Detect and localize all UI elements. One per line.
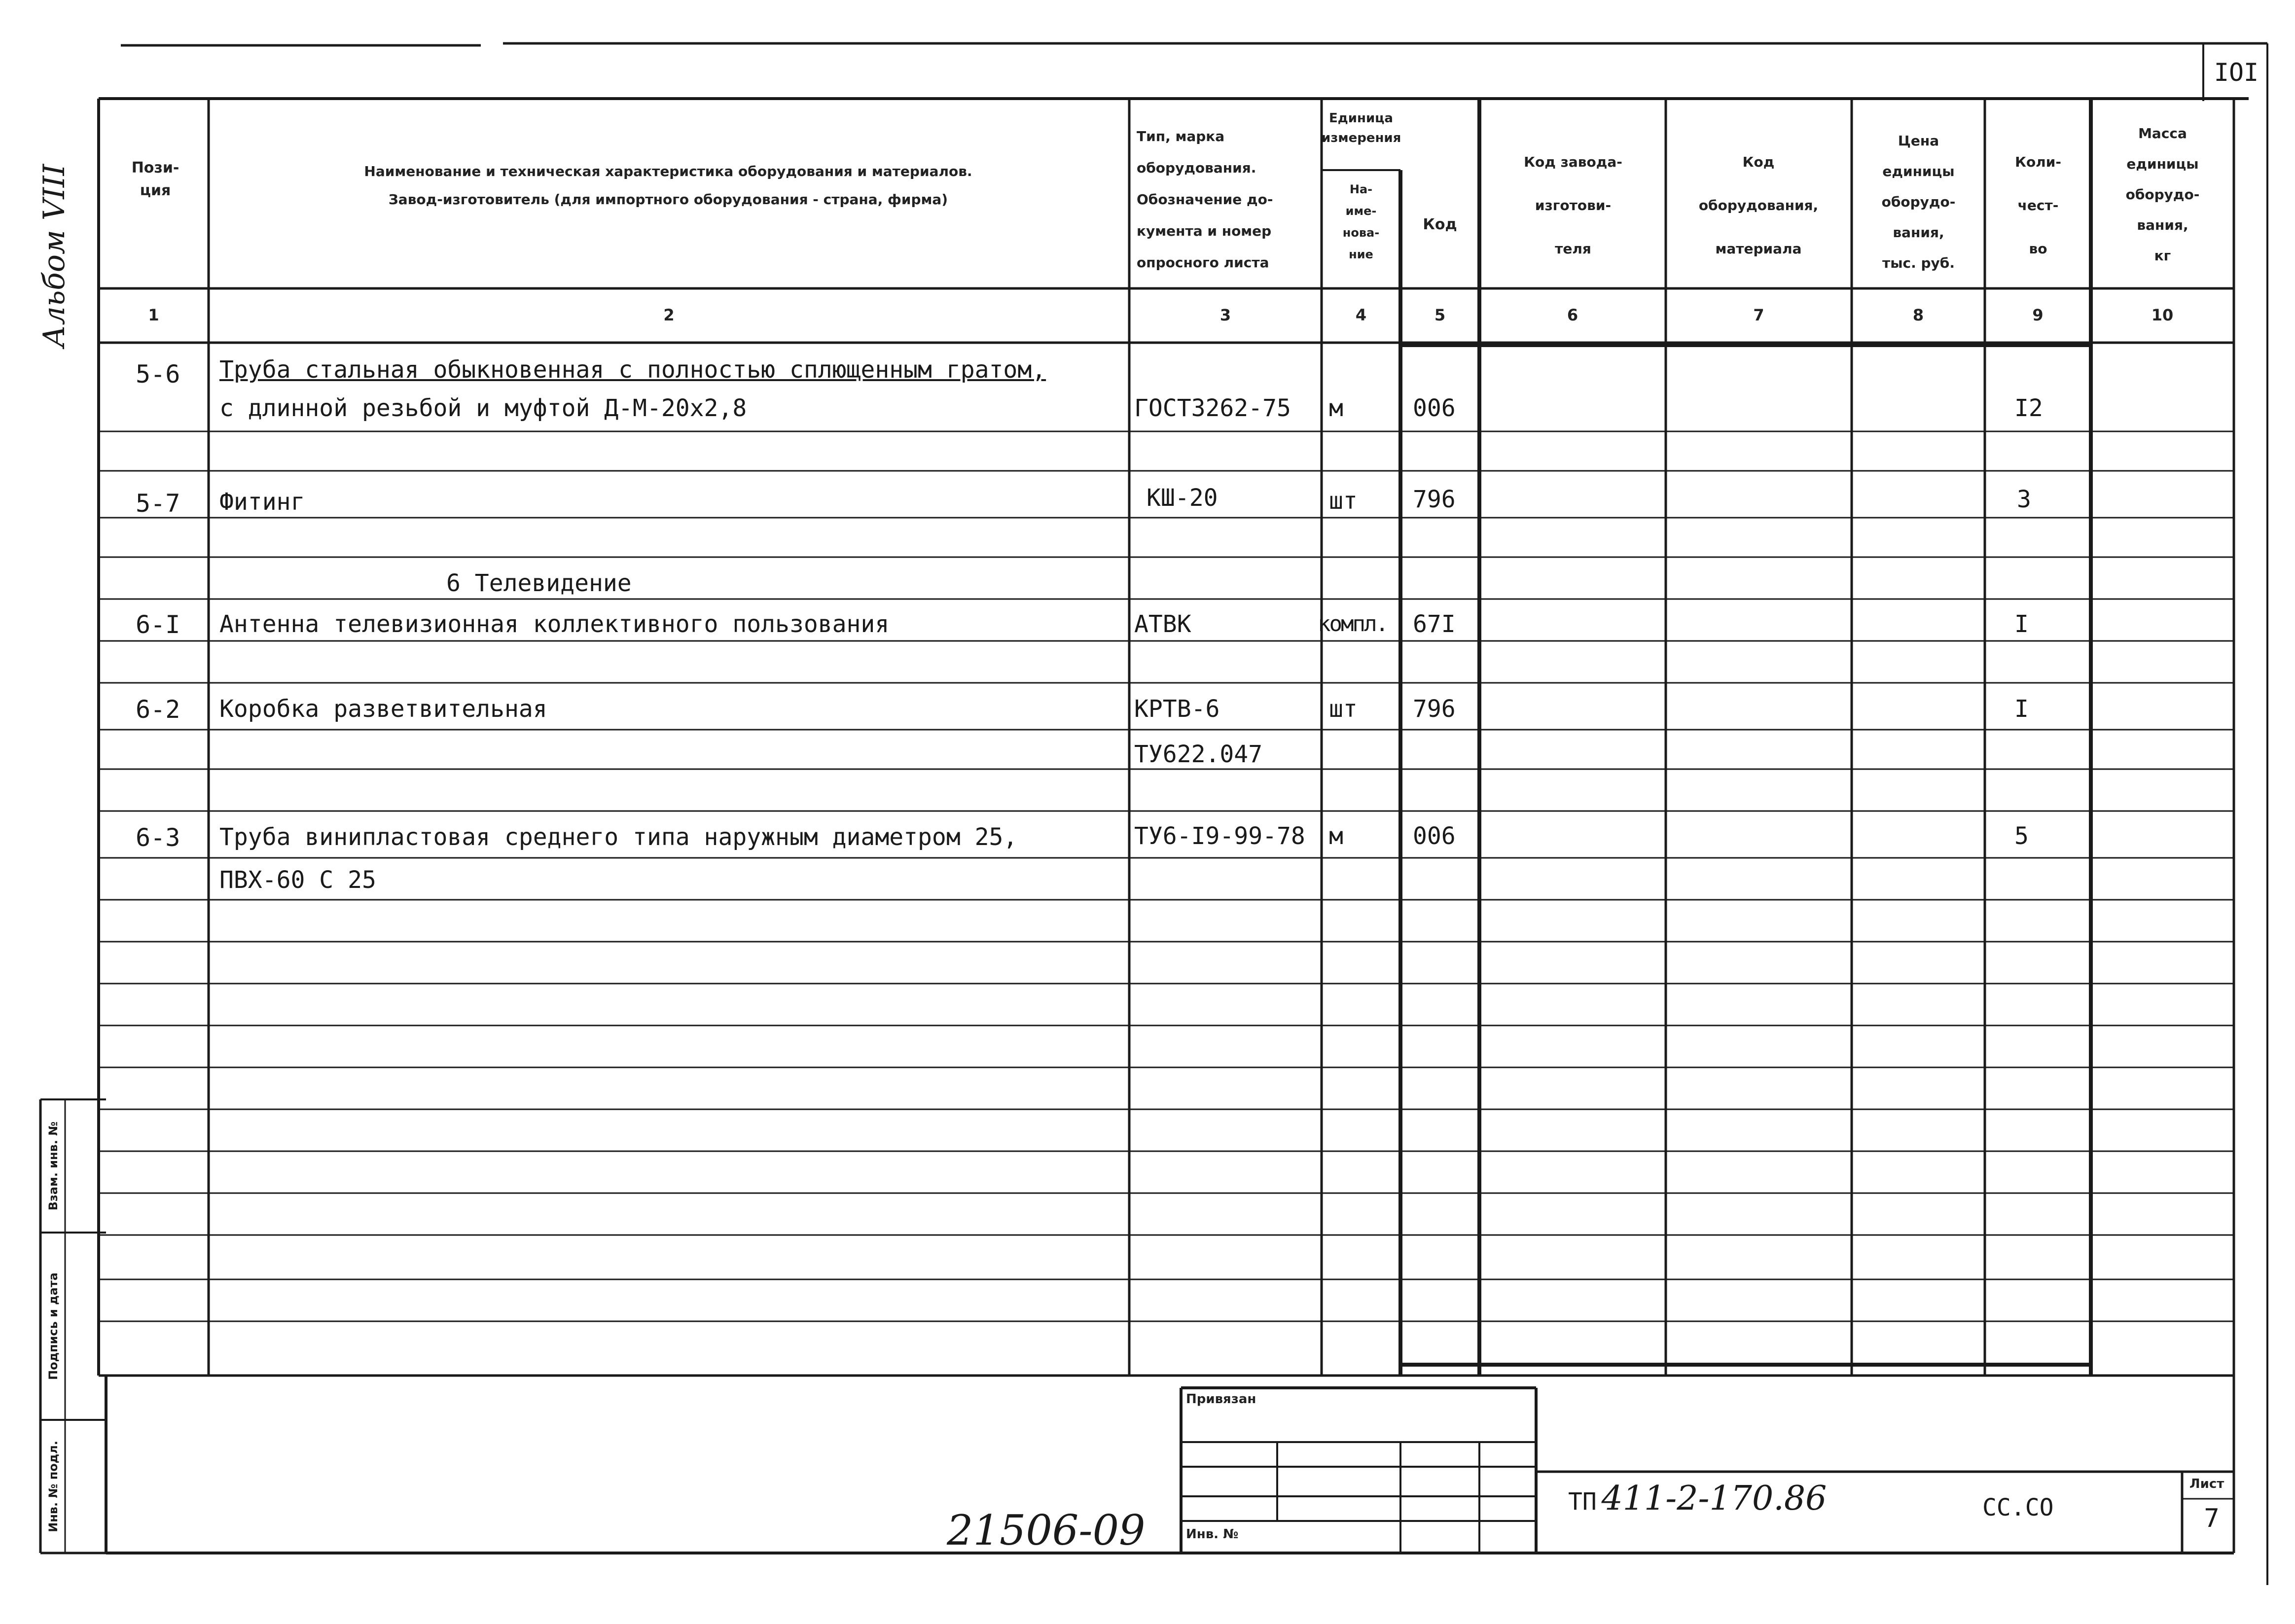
row-quantity: I bbox=[2014, 695, 2029, 723]
col-number-1: 1 bbox=[148, 306, 159, 324]
row-type: КШ-20 bbox=[1147, 484, 1218, 512]
sheet-label: Лист bbox=[2189, 1477, 2224, 1491]
col-number-3: 3 bbox=[1219, 306, 1231, 324]
row-code: 796 bbox=[1413, 486, 1456, 513]
col-number-2: 2 bbox=[663, 306, 675, 324]
section-heading: 6 Телевидение bbox=[446, 569, 632, 597]
header-equipment-code: Код оборудования, материала bbox=[1698, 154, 1819, 257]
side-label-podpis-data: Подпись и дата bbox=[46, 1272, 60, 1380]
header-name-line1: Наименование и техническая характеристика оборудования и материалов. bbox=[364, 163, 972, 179]
header-mass: Масса единицы оборудо- вания, кг bbox=[2125, 125, 2200, 264]
header-name-line2: Завод-изготовитель (для импортного оборудования - страна, фирма) bbox=[388, 191, 948, 208]
row-code: 006 bbox=[1413, 394, 1456, 422]
sheet-number: 7 bbox=[2204, 1504, 2220, 1533]
document-code-number: 411-2-170.86 bbox=[1601, 1479, 1827, 1518]
archive-number: 21506-09 bbox=[947, 1506, 1146, 1554]
side-label-inv-podl: Инв. № подл. bbox=[46, 1441, 60, 1532]
row-name: Труба стальная обыкновенная с полностью сплющенным гратом, bbox=[219, 356, 1046, 384]
header-unit-group: Единица измерения bbox=[1322, 111, 1401, 145]
row-position: 5-7 bbox=[136, 489, 180, 518]
row-code: 67I bbox=[1413, 610, 1456, 638]
row-name: с длинной резьбой и муфтой Д-М-20х2,8 bbox=[219, 394, 747, 422]
row-code: 796 bbox=[1413, 695, 1456, 723]
row-unit: м bbox=[1329, 822, 1343, 850]
row-position: 5-6 bbox=[136, 360, 180, 388]
row-name: Антенна телевизионная коллективного пользования bbox=[219, 610, 890, 638]
header-unit-name: На- име- нова- ние bbox=[1342, 182, 1380, 261]
album-label: Альбом VIII bbox=[37, 164, 72, 348]
row-position: 6-3 bbox=[136, 823, 180, 852]
row-unit: м bbox=[1329, 394, 1343, 422]
row-quantity: I bbox=[2014, 610, 2029, 638]
row-type: КРТВ-6 bbox=[1134, 695, 1220, 723]
document-code bbox=[1568, 1479, 1827, 1518]
section-code: СС.СО bbox=[1982, 1494, 2054, 1521]
sheet-number-top: IOI bbox=[2214, 58, 2259, 87]
row-type: АТВК bbox=[1134, 610, 1191, 638]
row-name: ПВХ-60 С 25 bbox=[219, 866, 376, 894]
header-price: Цена единицы оборудо- вания, тыс. руб. bbox=[1881, 133, 1956, 271]
row-unit: шт bbox=[1329, 487, 1358, 515]
row-name: Коробка разветвительная bbox=[219, 695, 547, 723]
header-name bbox=[212, 148, 1124, 208]
col-number-8: 8 bbox=[1912, 306, 1924, 324]
header-factory-code: Код завода- изготови- теля bbox=[1524, 154, 1622, 257]
col-number-9: 9 bbox=[2032, 306, 2044, 324]
row-position: 6-I bbox=[136, 610, 180, 639]
row-unit: компл. bbox=[1318, 611, 1387, 636]
row-quantity: I2 bbox=[2014, 394, 2043, 422]
stamp-privyazan: Привязан bbox=[1186, 1392, 1256, 1407]
row-quantity: 5 bbox=[2014, 822, 2029, 850]
side-label-vzam-inv: Взам. инв. № bbox=[46, 1121, 60, 1211]
row-name: Фитинг bbox=[219, 488, 305, 516]
row-type: ТУ6-I9-99-78 bbox=[1134, 822, 1305, 850]
row-type: ТУ622.047 bbox=[1134, 741, 1263, 768]
header-unit-code: Код bbox=[1423, 216, 1457, 233]
row-unit: шт bbox=[1329, 695, 1358, 723]
col-number-7: 7 bbox=[1753, 306, 1764, 324]
row-code: 006 bbox=[1413, 822, 1456, 850]
stamp-inv-no: Инв. № bbox=[1186, 1527, 1239, 1542]
row-quantity: 3 bbox=[2017, 486, 2031, 513]
header-quantity: Коли- чест- во bbox=[2015, 154, 2061, 257]
row-position: 6-2 bbox=[136, 695, 180, 724]
col-number-10: 10 bbox=[2151, 306, 2174, 324]
row-type: ГОСТ3262-75 bbox=[1134, 394, 1291, 422]
header-type: Тип, марка оборудования. Обозначение до- кумента и номер опросного листа bbox=[1137, 128, 1273, 271]
row-name: Труба винипластовая среднего типа наружным диаметром 25, bbox=[219, 823, 1018, 851]
header-position: Пози- ция bbox=[131, 159, 179, 199]
col-number-4: 4 bbox=[1355, 306, 1367, 324]
col-number-6: 6 bbox=[1567, 306, 1578, 324]
col-number-5: 5 bbox=[1434, 306, 1446, 324]
document-code-prefix: ТП bbox=[1568, 1488, 1597, 1516]
